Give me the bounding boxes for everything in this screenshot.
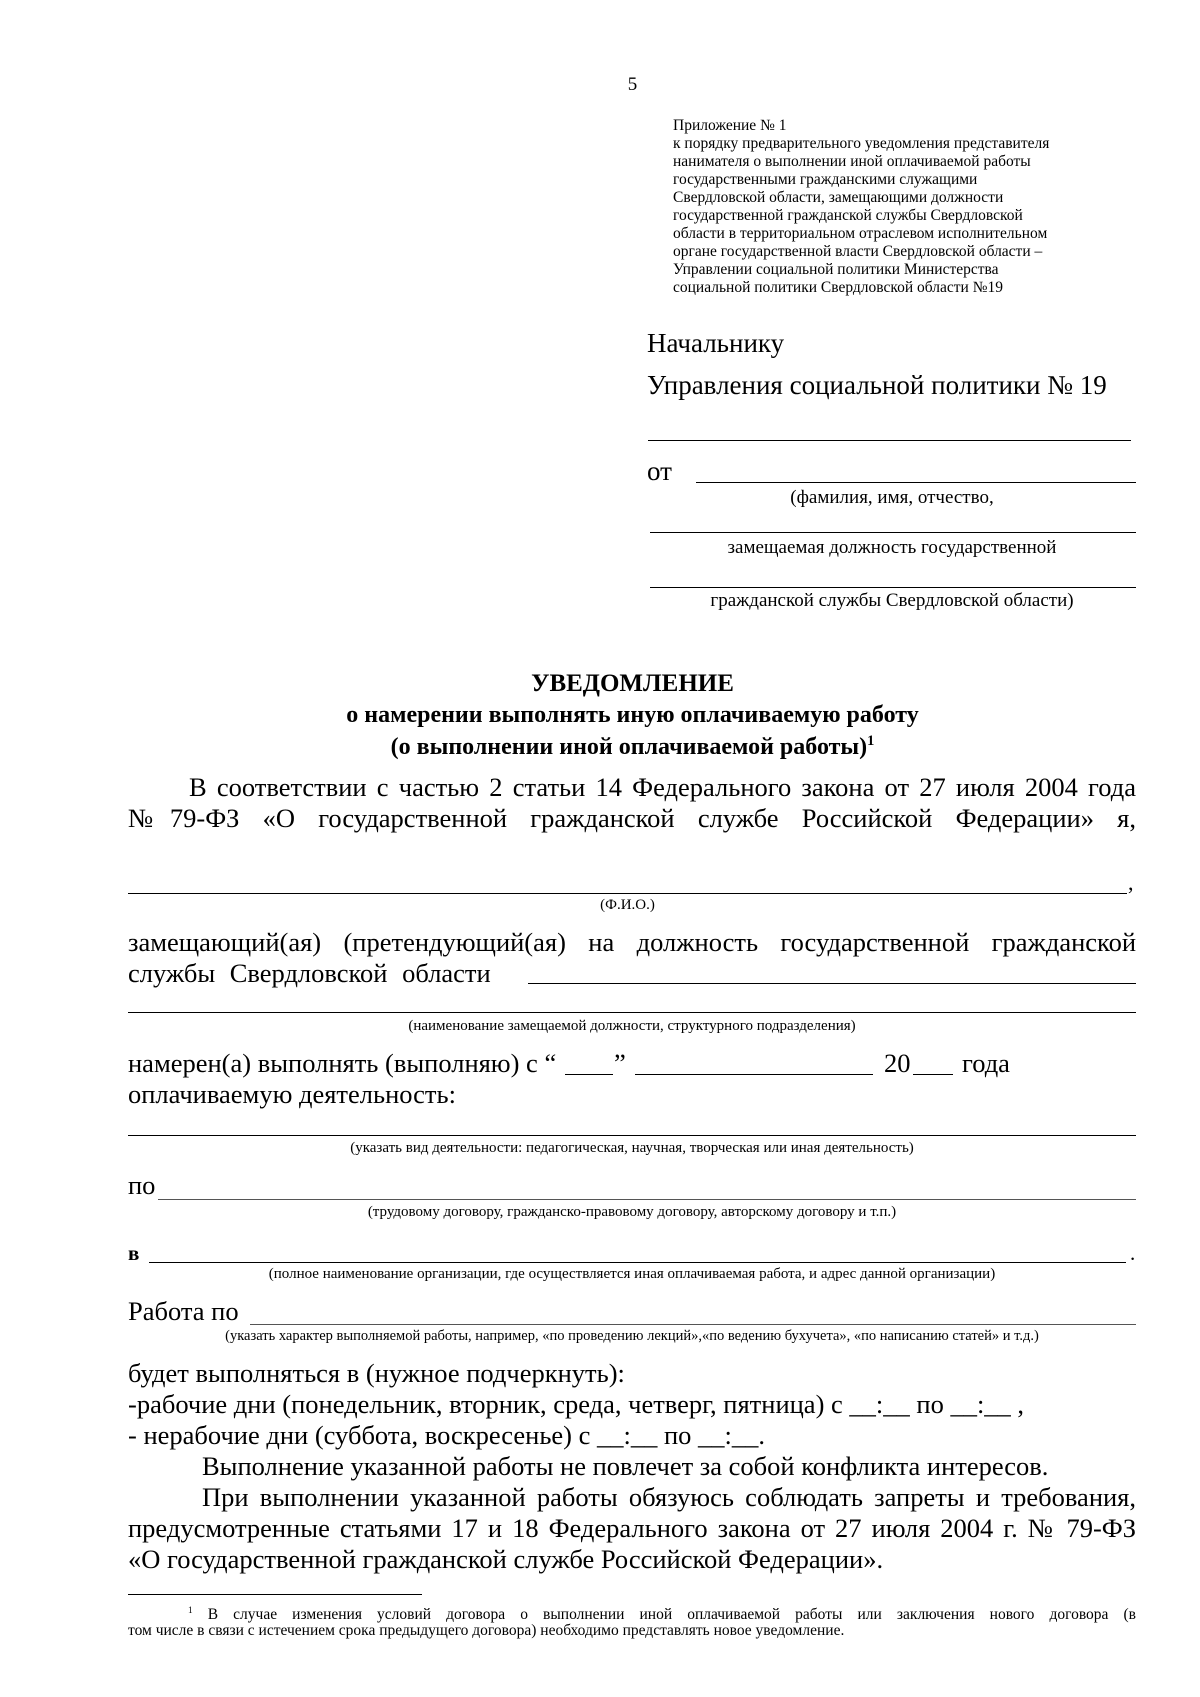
para1-line2: №79-ФЗ «О государственной гражданской службе Российской Федерации» я, [128, 803, 1136, 833]
start-year-field[interactable] [913, 1074, 953, 1075]
organization-field[interactable] [149, 1262, 1126, 1263]
activity-caption: (указать вид деятельности: педагогическая, научная, творческая или иная деятельность) [350, 1140, 914, 1156]
obligation-line2: предусмотренные статьями 17 и 18 Федерального закона от 27 июля 2004 г. № 79-ФЗ [128, 1513, 1136, 1543]
position-field-cont[interactable] [128, 1012, 1136, 1013]
addressee-line1: Начальнику [647, 328, 785, 358]
intent-suffix: года [962, 1048, 1010, 1078]
position-caption: (наименование замещаемой должности, структурного подразделения) [408, 1018, 856, 1034]
addressee-blank-line[interactable] [648, 440, 1131, 441]
position-field-line2[interactable] [650, 587, 1136, 588]
activity-field[interactable] [128, 1135, 1136, 1136]
work-label: Работа по [128, 1296, 239, 1326]
fio-caption: (Ф.И.О.) [600, 897, 655, 913]
document-title: УВЕДОМЛЕНИЕ [531, 670, 734, 697]
footnote-line2: том числе в связи с истечением срока предыдущего договора) необходимо представлять новое уведомление. [128, 1622, 845, 1639]
fio-comma: , [1128, 870, 1134, 895]
annex-title: Приложение № 1 [673, 117, 787, 134]
para1-line1: В соответствии с частью 2 статьи 14 Федерального закона от 27 июля 2004 года [189, 772, 1136, 802]
annex-line: органе государственной власти Свердловской области – [673, 243, 1043, 260]
no-conflict-statement: Выполнение указанной работы не повлечет за собой конфликта интересов. [202, 1451, 1049, 1481]
schedule-intro: будет выполняться в (нужное подчеркнуть): [128, 1358, 625, 1388]
organization-caption: (полное наименование организации, где осуществляется иная оплачиваемая работа, и адрес данной организации) [268, 1266, 996, 1282]
in-period: . [1130, 1241, 1136, 1265]
intent-year: 20 [884, 1048, 911, 1078]
addressee-caption-position: замещаемая должность государственной [727, 537, 1057, 558]
addressee-caption-fio: (фамилия, имя, отчество, [790, 487, 994, 508]
position-line1: замещающий(ая) (претендующий(ая) на должность государственной гражданской [128, 927, 1136, 957]
obligation-line1: При выполнении указанной работы обязуюсь соблюдать запреты и требования, [202, 1482, 1136, 1512]
addressee-caption-service: гражданской службы Свердловской области) [710, 590, 1074, 611]
start-day-field[interactable] [565, 1074, 613, 1075]
intent-prefix: намерен(а) выполнять (выполняю) с “ [128, 1048, 557, 1078]
schedule-workdays: -рабочие дни (понедельник, вторник, среда, четверг, пятница) с __:__ по __:__ , [128, 1389, 1025, 1419]
annex-line: Свердловской области, замещающими должности [673, 189, 1004, 206]
start-month-field[interactable] [635, 1074, 873, 1075]
footnote-mark: 1 [188, 1606, 193, 1616]
by-label: по [128, 1170, 156, 1200]
work-field[interactable] [250, 1324, 1136, 1325]
annex-line: области в территориальном отраслевом исполнительном [673, 225, 1048, 242]
annex-line: государственными гражданскими служащими [673, 171, 978, 188]
from-label: от [647, 456, 672, 486]
schedule-weekend: - нерабочие дни (суббота, воскресенье) с __:__ по __:__. [128, 1420, 766, 1450]
annex-block [673, 117, 1163, 297]
annex-line: к порядку предварительного уведомления представителя [673, 135, 1050, 152]
footnote-separator [128, 1594, 422, 1595]
page-number: 5 [627, 74, 638, 95]
document-subtitle-2 [0, 733, 1200, 761]
annex-line: нанимателя о выполнении иной оплачиваемой работы [673, 153, 1031, 170]
subtitle-2-text: (о выполнении иной оплачиваемой работы) [390, 734, 868, 760]
position-field-line1[interactable] [650, 532, 1136, 533]
in-label: в [128, 1241, 140, 1265]
from-name-field[interactable] [696, 482, 1136, 483]
annex-line: социальной политики Свердловской области №19 [673, 279, 1004, 296]
footnote-ref: 1 [867, 733, 875, 749]
addressee-line2: Управления социальной политики № 19 [647, 370, 1107, 400]
intent-quote-close: ” [614, 1048, 626, 1078]
fio-field[interactable] [128, 893, 1127, 894]
position-line2: службы Свердловской области [128, 958, 491, 988]
footnote-text-1: В случае изменения условий договора о выполнении иной оплачиваемой работы или заключения нового договора (в [207, 1606, 1136, 1624]
contract-caption: (трудовому договору, гражданско-правовому договору, авторскому договору и т.п.) [367, 1204, 897, 1220]
annex-line: государственной гражданской службы Свердловской [673, 207, 1023, 224]
document-subtitle-1: о намерении выполнять иную оплачиваемую работу [346, 702, 919, 728]
contract-field[interactable] [158, 1199, 1136, 1200]
intent-line2: оплачиваемую деятельность: [128, 1079, 456, 1109]
annex-line: Управлении социальной политики Министерства [673, 261, 999, 278]
position-field[interactable] [528, 983, 1136, 984]
work-caption: (указать характер выполняемой работы, например, «по проведению лекций»,«по ведению бухучета», «по написанию статей» и т.д.) [225, 1328, 1039, 1344]
obligation-line3: «О государственной гражданской службе Российской Федерации». [128, 1544, 884, 1574]
